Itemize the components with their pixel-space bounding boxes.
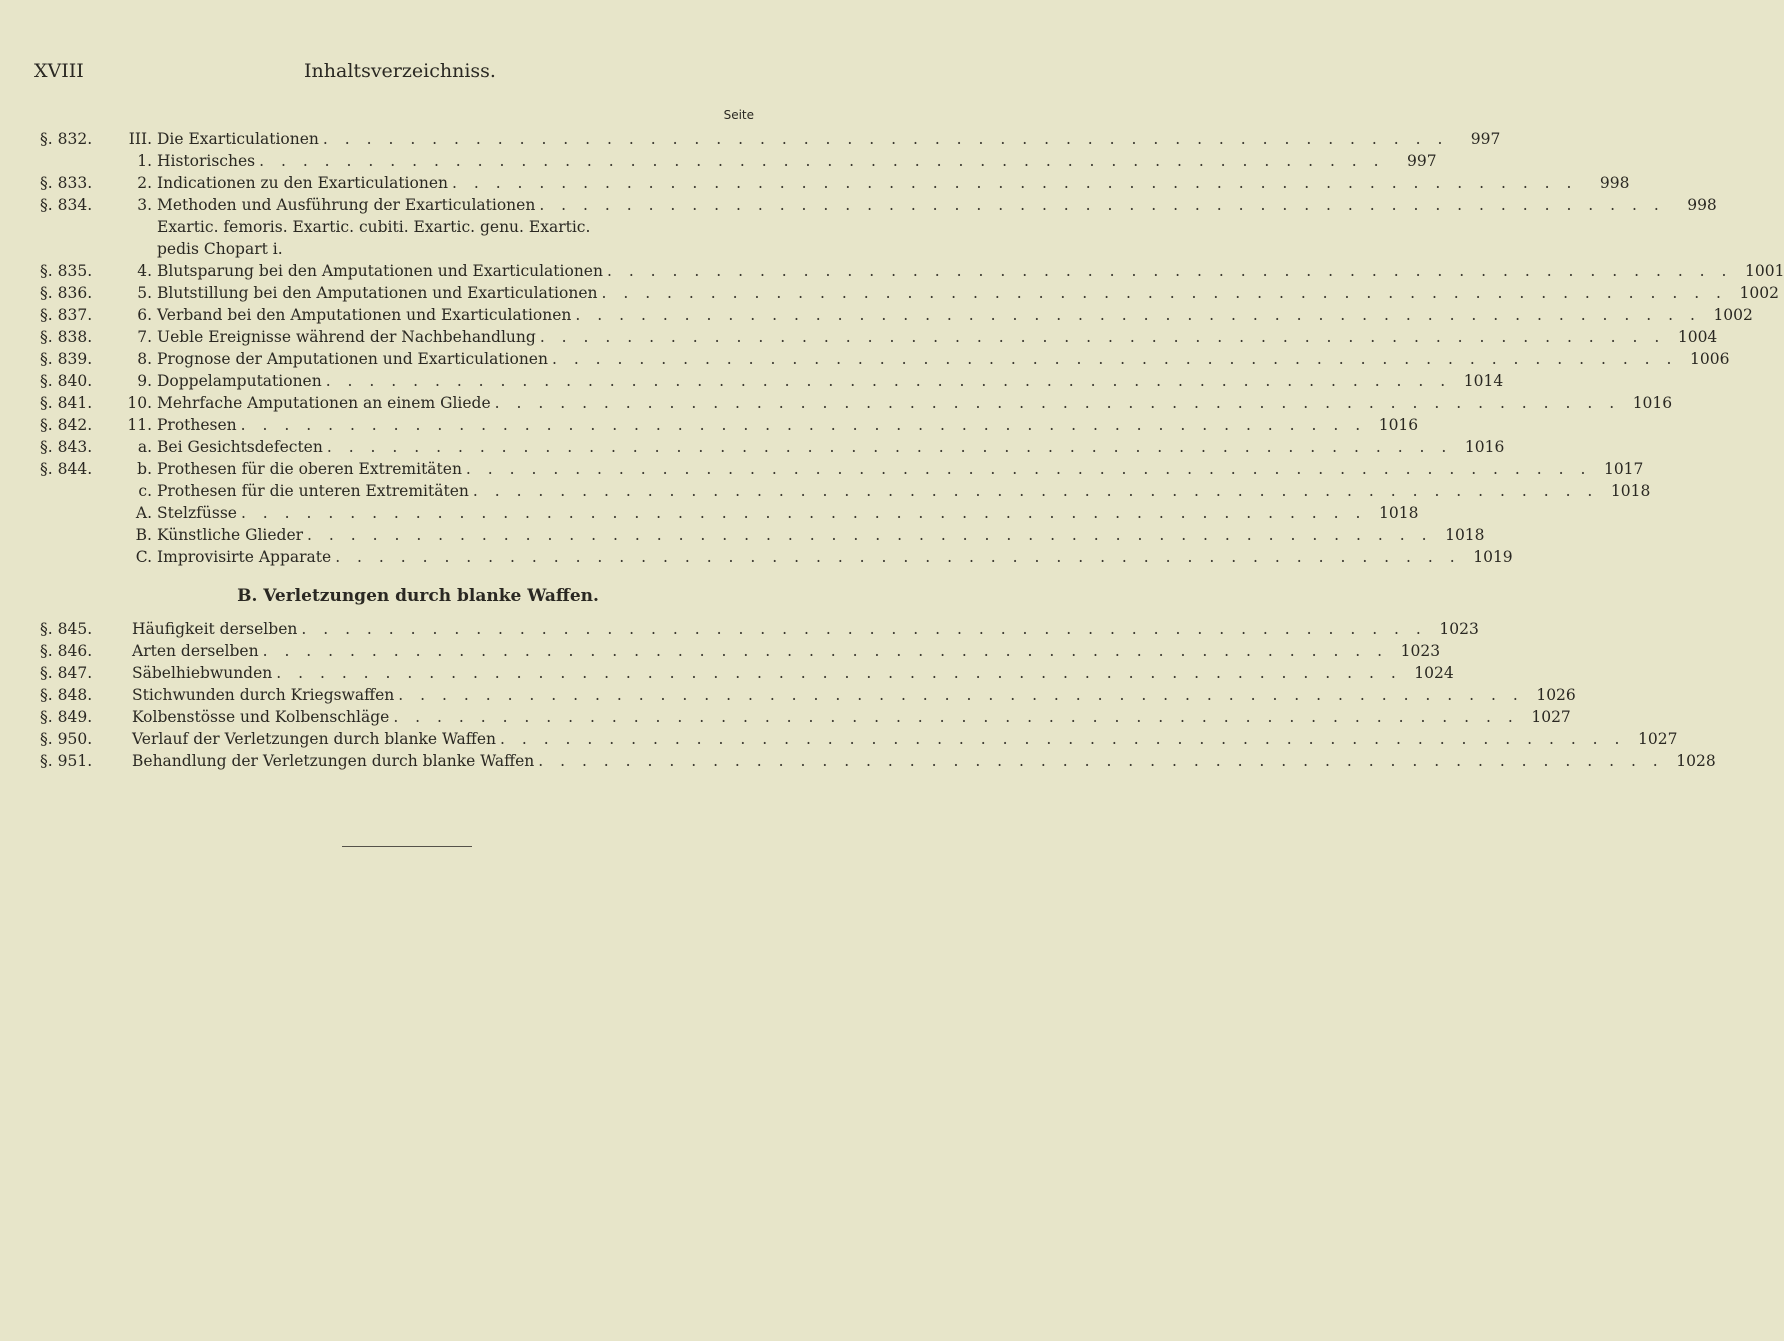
dot-leader: . . . . . . . . . . . . . . . . . . . . . . . . . . . . . . . . . . . . . . . . . . . . . . . . . . . . <box>539 196 1665 214</box>
entry-number: B. <box>135 526 152 544</box>
toc-entry <box>40 728 1678 750</box>
entry-title: Behandlung der Verletzungen durch blanke Waffen <box>132 752 535 770</box>
dot-leader: . . . . . . . . . . . . . . . . . . . . . . . . . . . . . . . . . . . . . . . . . . . . . . . . . . . . <box>472 482 1599 500</box>
seite-label: Seite <box>723 108 754 122</box>
dot-leader: . . . . . . . . . . . . . . . . . . . . . . . . . . . . . . . . . . . . . . . . . . . . . . . . . . . . <box>494 394 1621 412</box>
entry-body <box>157 502 1419 524</box>
entry-page: 997 <box>1407 152 1437 170</box>
entry-page: 1028 <box>1676 752 1716 770</box>
entry-number: 10. <box>127 394 152 412</box>
entry-body <box>132 618 1479 640</box>
section-number: §. 950. <box>40 730 93 748</box>
section-number: §. 833. <box>40 174 93 192</box>
entry-title: Säbelhiebwunden <box>132 664 273 682</box>
entry-body <box>157 392 1673 414</box>
entry-title: Historisches <box>157 152 256 170</box>
toc-entry <box>40 750 1716 772</box>
section-number: §. 840. <box>40 372 93 390</box>
section-number: §. 837. <box>40 306 93 324</box>
entry-number: b. <box>137 460 152 478</box>
entry-number: 6. <box>137 306 152 324</box>
toc-entry <box>40 128 1501 150</box>
entry-page: 1019 <box>1473 548 1513 566</box>
toc-entry <box>40 282 1779 304</box>
entry-title: Stelzfüsse <box>157 504 237 522</box>
toc-entry <box>40 392 1673 414</box>
toc-entry <box>40 640 1441 662</box>
entry-page: 998 <box>1599 174 1630 192</box>
toc-entry <box>40 458 1644 480</box>
toc-entry <box>40 172 1630 194</box>
entry-title: Prothesen <box>157 416 237 434</box>
entry-page: 1023 <box>1400 642 1441 660</box>
dot-leader: . . . . . . . . . . . . . . . . . . . . . . . . . . . . . . . . . . . . . . . . . . . . . . . . . . . . <box>322 130 1449 148</box>
entry-number: 1. <box>137 152 152 170</box>
entry-title: Häufigkeit derselben <box>132 620 298 638</box>
section-number: §. 843. <box>40 438 93 456</box>
entry-body <box>132 684 1576 706</box>
entry-page: 1027 <box>1638 730 1678 748</box>
entry-number: III. <box>128 130 152 148</box>
entry-page: 1023 <box>1439 620 1479 638</box>
entry-body <box>157 172 1630 194</box>
section-number: §. 838. <box>40 328 93 346</box>
toc-entry <box>40 684 1576 706</box>
entry-page: 1027 <box>1531 708 1571 726</box>
entry-number: C. <box>135 548 152 566</box>
dot-leader: . . . . . . . . . . . . . . . . . . . . . . . . . . . . . . . . . . . . . . . . . . . . . . . . . . . . <box>606 262 1733 280</box>
entry-number: 9. <box>137 372 152 390</box>
entry-title: Prothesen für die oberen Extremitäten <box>157 460 462 478</box>
entry-title: Verlauf der Verletzungen durch blanke Waffen <box>132 730 496 748</box>
entry-number: c. <box>138 482 152 500</box>
continuation-text: Exartic. femoris. Exartic. cubiti. Exartic. genu. Exartic. <box>157 218 591 236</box>
dot-leader: . . . . . . . . . . . . . . . . . . . . . . . . . . . . . . . . . . . . . . . . . . . . . . . . . . . . <box>551 350 1678 368</box>
entry-page: 1018 <box>1378 504 1419 522</box>
dot-leader: . . . . . . . . . . . . . . . . . . . . . . . . . . . . . . . . . . . . . . . . . . . . . . . . . . . . <box>398 686 1524 704</box>
running-title: Inhaltsverzeichniss. <box>304 60 496 82</box>
toc-part-b <box>40 618 1716 772</box>
toc-entry <box>40 370 1504 392</box>
entry-title: Blutstillung bei den Amputationen und Exarticulationen <box>157 284 598 302</box>
section-number: §. 842. <box>40 416 93 434</box>
entry-page: 1017 <box>1603 460 1644 478</box>
dot-leader: . . . . . . . . . . . . . . . . . . . . . . . . . . . . . . . . . . . . . . . . . . . . . . . . . . . . <box>335 548 1461 566</box>
section-number: §. 951. <box>40 752 93 770</box>
toc-entry <box>40 260 1784 282</box>
entry-title: Methoden und Ausführung der Exarticulationen <box>157 196 536 214</box>
entry-body <box>157 150 1437 172</box>
entry-title: Stichwunden durch Kriegswaffen <box>132 686 395 704</box>
entry-title: Indicationen zu den Exarticulationen <box>157 174 448 192</box>
entry-body <box>157 524 1485 546</box>
dot-leader: . . . . . . . . . . . . . . . . . . . . . . . . . . . . . . . . . . . . . . . . . . . . . . . . . . . . <box>301 620 1427 638</box>
toc-entry <box>40 502 1419 524</box>
dot-leader: . . . . . . . . . . . . . . . . . . . . . . . . . . . . . . . . . . . . . . . . . . . . . . . . . . . . <box>499 730 1626 748</box>
section-number: §. 848. <box>40 686 93 704</box>
entry-page: 1016 <box>1378 416 1419 434</box>
entry-title: Mehrfache Amputationen an einem Gliede <box>157 394 491 412</box>
entry-page: 1026 <box>1536 686 1576 704</box>
entry-page: 1016 <box>1632 394 1673 412</box>
section-number: §. 849. <box>40 708 93 726</box>
section-number: §. 847. <box>40 664 93 682</box>
section-number: §. 846. <box>40 642 93 660</box>
entry-number: 11. <box>127 416 152 434</box>
entry-body <box>132 728 1678 750</box>
entry-title: Arten derselben <box>132 642 259 660</box>
section-number: §. 836. <box>40 284 93 302</box>
table-of-contents <box>40 128 1784 772</box>
page-number: XVIII <box>34 60 84 82</box>
toc-entry <box>40 436 1505 458</box>
entry-page: 1018 <box>1445 526 1485 544</box>
entry-number: 5. <box>137 284 152 302</box>
entry-title: Die Exarticulationen <box>157 130 319 148</box>
toc-entry <box>40 304 1753 326</box>
section-number: §. 841. <box>40 394 93 412</box>
entry-body <box>132 750 1716 772</box>
entry-number: a. <box>137 438 152 456</box>
entry-body <box>157 304 1753 326</box>
entry-title: Ueble Ereignisse während der Nachbehandlung <box>157 328 536 346</box>
entry-page: 1018 <box>1610 482 1651 500</box>
entry-body <box>132 662 1454 684</box>
section-number: §. 835. <box>40 262 93 280</box>
dot-leader: . . . . . . . . . . . . . . . . . . . . . . . . . . . . . . . . . . . . . . . . . . . . . . . . . . . . <box>575 306 1701 324</box>
entry-title: Kolbenstösse und Kolbenschläge <box>132 708 390 726</box>
page-header <box>34 60 766 86</box>
dot-leader: . . . . . . . . . . . . . . . . . . . . . . . . . . . . . . . . . . . . . . . . . . . . . . . . . . . . <box>538 752 1664 770</box>
entry-body <box>157 546 1513 568</box>
dot-leader: . . . . . . . . . . . . . . . . . . . . . . . . . . . . . . . . . . . . . . . . . . . . . . . . . . . . <box>539 328 1666 346</box>
entry-title: Prothesen für die unteren Extremitäten <box>157 482 469 500</box>
dot-leader: . . . . . . . . . . . . . . . . . . . . . . . . . . . . . . . . . . . . . . . . . . . . . . . . . . . . <box>465 460 1592 478</box>
entry-page: 997 <box>1470 130 1501 148</box>
toc-entry <box>40 706 1571 728</box>
continuation-text: pedis Chopart i. <box>157 240 283 258</box>
entry-body <box>157 260 1784 282</box>
toc-entry <box>40 662 1454 684</box>
section-number: §. 844. <box>40 460 93 478</box>
toc-entry <box>40 326 1718 348</box>
entry-page: 998 <box>1687 196 1717 214</box>
dot-leader: . . . . . . . . . . . . . . . . . . . . . . . . . . . . . . . . . . . . . . . . . . . . . . . . . . . . <box>325 372 1452 390</box>
dot-leader: . . . . . . . . . . . . . . . . . . . . . . . . . . . . . . . . . . . . . . . . . . . . . . . . . . . . <box>601 284 1727 302</box>
entry-page: 1001 <box>1745 262 1784 280</box>
entry-body <box>157 458 1644 480</box>
entry-body <box>157 282 1779 304</box>
entry-title: Improvisirte Apparate <box>157 548 332 566</box>
entry-body <box>157 414 1419 436</box>
entry-number: 3. <box>137 196 152 214</box>
dot-leader: . . . . . . . . . . . . . . . . . . . . . . . . . . . . . . . . . . . . . . . . . . . . . . . . . . . . <box>262 642 1389 660</box>
dot-leader: . . . . . . . . . . . . . . . . . . . . . . . . . . . . . . . . . . . . . . . . . . . . . . . . . . . . <box>326 438 1453 456</box>
entry-page: 1002 <box>1739 284 1779 302</box>
entry-title: Bei Gesichtsdefecten <box>157 438 323 456</box>
entry-continuation <box>40 238 766 260</box>
entry-page: 1004 <box>1677 328 1718 346</box>
section-number: §. 832. <box>40 130 93 148</box>
entry-title: Blutsparung bei den Amputationen und Exarticulationen <box>157 262 603 280</box>
section-heading: B. Verletzungen durch blanke Waffen. <box>237 586 599 606</box>
entry-number: A. <box>135 504 152 522</box>
entry-body <box>157 326 1718 348</box>
toc-entry <box>40 524 1485 546</box>
toc-entry <box>40 546 1513 568</box>
toc-entry <box>40 150 1437 172</box>
entry-body <box>157 128 1501 150</box>
entry-body <box>157 436 1505 458</box>
entry-number: 7. <box>137 328 152 346</box>
toc-entry <box>40 618 1479 640</box>
dot-leader: . . . . . . . . . . . . . . . . . . . . . . . . . . . . . . . . . . . . . . . . . . . . . . . . . . . . <box>276 664 1402 682</box>
entry-page: 1014 <box>1463 372 1504 390</box>
entry-title: Doppelamputationen <box>157 372 322 390</box>
entry-page: 1002 <box>1713 306 1753 324</box>
entry-number: 4. <box>137 262 152 280</box>
dot-leader: . . . . . . . . . . . . . . . . . . . . . . . . . . . . . . . . . . . . . . . . . . . . . . . . . . . . <box>240 504 1367 522</box>
entry-title: Verband bei den Amputationen und Exarticulationen <box>157 306 572 324</box>
entry-page: 1024 <box>1414 664 1454 682</box>
toc-entry <box>40 480 1651 502</box>
dot-leader: . . . . . . . . . . . . . . . . . . . . . . . . . . . . . . . . . . . . . . . . . . . . . . . . . . . . <box>451 174 1578 192</box>
toc-part-a <box>40 128 1784 568</box>
dot-leader: . . . . . . . . . . . . . . . . . . . . . . . . . . . . . . . . . . . . . . . . . . . . . . . . . . . . <box>240 416 1367 434</box>
toc-entry <box>40 414 1419 436</box>
entry-body <box>157 480 1651 502</box>
entry-title: Künstliche Glieder <box>157 526 304 544</box>
section-number: §. 845. <box>40 620 93 638</box>
section-number: §. 834. <box>40 196 93 214</box>
section-number: §. 839. <box>40 350 93 368</box>
toc-entry <box>40 194 1717 216</box>
entry-body <box>157 348 1730 370</box>
entry-title: Prognose der Amputationen und Exarticulationen <box>157 350 548 368</box>
dot-leader: . . . . . . . . . . . . . . . . . . . . . . . . . . . . . . . . . . . . . . . . . . . . . . . . . . . . <box>393 708 1519 726</box>
entry-body <box>132 640 1441 662</box>
end-rule <box>342 846 472 847</box>
entry-page: 1016 <box>1464 438 1505 456</box>
entry-number: 8. <box>137 350 152 368</box>
dot-leader: . . . . . . . . . . . . . . . . . . . . . . . . . . . . . . . . . . . . . . . . . . . . . . . . . . . . <box>259 152 1385 170</box>
entry-body <box>157 194 1717 216</box>
entry-number: 2. <box>137 174 152 192</box>
entry-page: 1006 <box>1690 350 1730 368</box>
entry-body <box>132 706 1571 728</box>
entry-body <box>157 370 1504 392</box>
dot-leader: . . . . . . . . . . . . . . . . . . . . . . . . . . . . . . . . . . . . . . . . . . . . . . . . . . . . <box>307 526 1433 544</box>
toc-entry <box>40 348 1730 370</box>
entry-continuation <box>40 216 766 238</box>
